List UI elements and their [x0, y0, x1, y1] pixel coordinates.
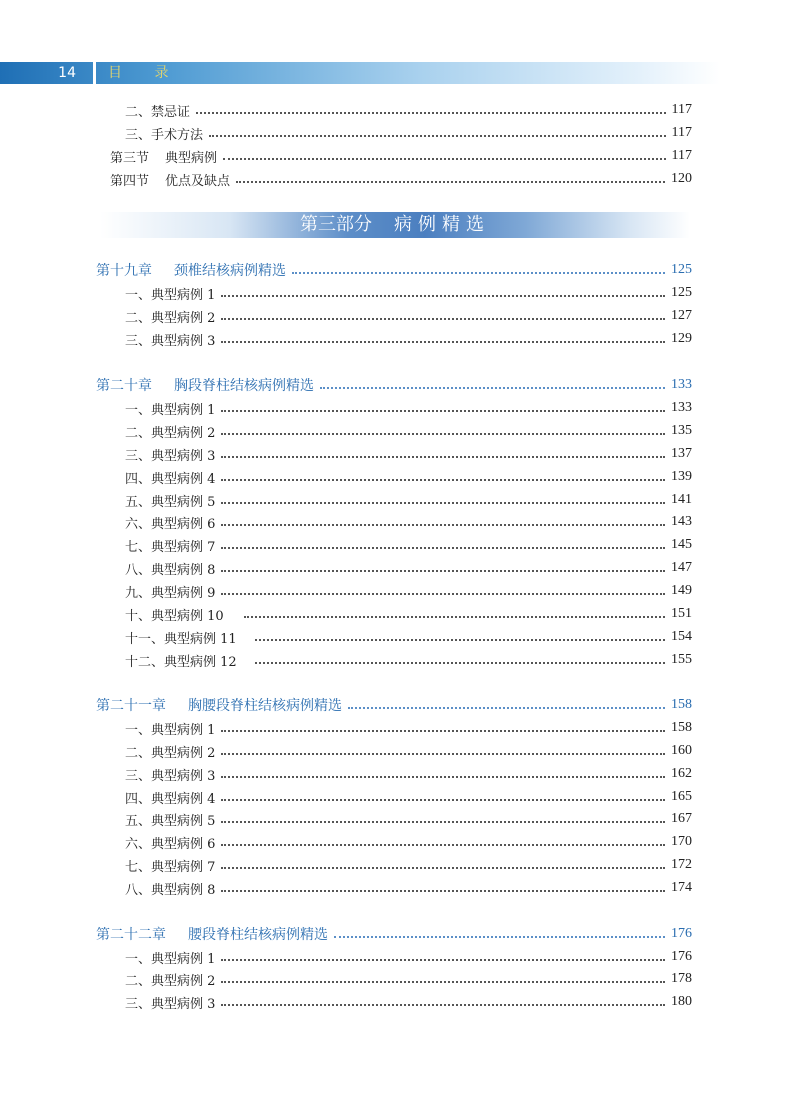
- toc-section-page: 117: [671, 148, 692, 163]
- section-title: 典型病例: [165, 150, 218, 166]
- part-title: [100, 212, 690, 238]
- toc-chapter-label: [96, 375, 314, 395]
- toc-section-label: [110, 147, 217, 166]
- toc-entry[interactable]: [125, 877, 692, 899]
- toc-entry[interactable]: [125, 397, 692, 419]
- toc-entry[interactable]: [125, 580, 692, 602]
- toc-entry[interactable]: [125, 603, 692, 625]
- toc-entry-label: 一、典型病例 1: [125, 287, 216, 303]
- dot-leader: [221, 410, 665, 412]
- dot-leader: [221, 821, 665, 823]
- dot-leader: [221, 295, 665, 297]
- part-number: 第三部分: [300, 214, 372, 235]
- section-number: 第四节: [110, 173, 150, 189]
- toc-entry-page: 155: [671, 652, 692, 667]
- toc-entry[interactable]: [125, 649, 692, 671]
- toc-entry-page: 178: [671, 971, 692, 986]
- toc-entry-label: 四、典型病例 4: [125, 791, 216, 807]
- toc-entry-label: 三、典型病例 3: [125, 448, 216, 464]
- part-name: 病例精选: [394, 214, 490, 235]
- toc-entry[interactable]: [125, 489, 692, 511]
- part-banner: [100, 212, 690, 238]
- toc-entry[interactable]: [125, 328, 692, 350]
- section-title: 优点及缺点: [165, 173, 231, 189]
- toc-section[interactable]: [110, 145, 692, 167]
- dot-leader: [221, 753, 665, 755]
- toc-entry-page: 176: [671, 949, 692, 964]
- dot-leader: [196, 112, 666, 114]
- toc-entry-page: 172: [671, 857, 692, 872]
- toc-chapter-label: [96, 924, 328, 944]
- dot-leader: [221, 341, 665, 343]
- toc-entry-page: 180: [671, 994, 692, 1009]
- dot-leader: [334, 936, 665, 938]
- toc-entry-page: 117: [671, 125, 692, 140]
- dot-leader: [221, 502, 665, 504]
- toc-entry-label: 三、手术方法: [125, 127, 204, 143]
- chapter-title: 颈椎结核病例精选: [174, 263, 286, 279]
- dot-leader: [221, 1004, 665, 1006]
- toc-entry-label: 六、典型病例 6: [125, 836, 216, 852]
- dot-leader: [221, 479, 665, 481]
- toc-section[interactable]: [110, 168, 692, 190]
- dot-leader: [348, 707, 665, 709]
- toc-entry-page: 145: [671, 537, 692, 552]
- toc-entry-page: 170: [671, 834, 692, 849]
- chapter-number: 第二十章: [96, 378, 152, 394]
- toc-entry[interactable]: [125, 511, 692, 533]
- dot-leader: [221, 844, 665, 846]
- page-number: 14: [58, 65, 76, 81]
- toc-entry[interactable]: [125, 968, 692, 990]
- dot-leader: [221, 318, 665, 320]
- toc-entry[interactable]: [125, 443, 692, 465]
- toc-entry-label: 二、典型病例 2: [125, 425, 216, 441]
- toc-entry-label: 七、典型病例 7: [125, 859, 216, 875]
- dot-leader: [221, 981, 665, 983]
- toc-entry-label: 八、典型病例 8: [125, 882, 216, 898]
- toc-entry[interactable]: [125, 626, 692, 648]
- toc-entry-label: 九、典型病例 9: [125, 585, 216, 601]
- dot-leader: [320, 387, 665, 389]
- chapter-number: 第二十二章: [96, 927, 166, 943]
- toc-entry-page: 174: [671, 880, 692, 895]
- toc-entry[interactable]: [125, 991, 692, 1013]
- dot-leader: [221, 890, 665, 892]
- toc-entry-page: 137: [671, 446, 692, 461]
- toc-entry-page: 167: [671, 811, 692, 826]
- page-header: [0, 62, 800, 84]
- toc-entry-page: 135: [671, 423, 692, 438]
- toc-entry-label: 七、典型病例 7: [125, 539, 216, 555]
- toc-entry-page: 149: [671, 583, 692, 598]
- toc-chapter-page: 125: [671, 262, 692, 277]
- dot-leader: [221, 867, 665, 869]
- toc-entry-page: 160: [671, 743, 692, 758]
- toc-chapter[interactable]: [96, 923, 692, 945]
- section-number: 第三节: [110, 150, 150, 166]
- toc-entry-page: 141: [671, 492, 692, 507]
- toc-entry-page: 127: [671, 308, 692, 323]
- toc-entry[interactable]: [125, 420, 692, 442]
- dot-leader: [221, 433, 665, 435]
- toc-entry[interactable]: [125, 99, 692, 121]
- toc-entry[interactable]: [125, 466, 692, 488]
- toc-entry[interactable]: [125, 534, 692, 556]
- chapter-number: 第二十一章: [96, 698, 166, 714]
- toc-entry-label: 二、禁忌证: [125, 104, 191, 120]
- toc-chapter-page: 158: [671, 697, 692, 712]
- dot-leader: [255, 662, 665, 664]
- dot-leader: [221, 959, 665, 961]
- toc-entry-page: 158: [671, 720, 692, 735]
- chapter-number: 第十九章: [96, 263, 152, 279]
- dot-leader: [221, 776, 665, 778]
- chapter-title: 胸腰段脊柱结核病例精选: [188, 698, 342, 714]
- toc-entry-page: 165: [671, 789, 692, 804]
- toc-entry-page: 143: [671, 514, 692, 529]
- toc-entry-label: 三、典型病例 3: [125, 996, 216, 1012]
- toc-entry-page: 147: [671, 560, 692, 575]
- dot-leader: [221, 570, 665, 572]
- toc-entry[interactable]: [125, 717, 692, 739]
- toc-entry-label: 十一、典型病例 11: [125, 631, 237, 647]
- toc-entry-label: 五、典型病例 5: [125, 494, 216, 510]
- toc-entry-label: 二、典型病例 2: [125, 745, 216, 761]
- toc-entry-label: 三、典型病例 3: [125, 333, 216, 349]
- toc-entry[interactable]: [125, 808, 692, 830]
- toc-entry-label: 十、典型病例 10: [125, 608, 224, 624]
- dot-leader: [221, 456, 665, 458]
- dot-leader: [209, 135, 666, 137]
- toc-entry-page: 139: [671, 469, 692, 484]
- chapter-title: 腰段脊柱结核病例精选: [188, 927, 328, 943]
- toc-entry-label: 三、典型病例 3: [125, 768, 216, 784]
- toc-entry[interactable]: [125, 946, 692, 968]
- toc-entry[interactable]: [125, 763, 692, 785]
- toc-entry[interactable]: [125, 740, 692, 762]
- dot-leader: [255, 639, 665, 641]
- toc-entry[interactable]: [125, 854, 692, 876]
- toc-entry-page: 133: [671, 400, 692, 415]
- chapter-title: 胸段脊柱结核病例精选: [174, 378, 314, 394]
- toc-entry-page: 117: [671, 102, 692, 117]
- toc-entry-label: 六、典型病例 6: [125, 516, 216, 532]
- toc-chapter[interactable]: [96, 374, 692, 396]
- toc-chapter[interactable]: [96, 694, 692, 716]
- toc-entry[interactable]: [125, 831, 692, 853]
- toc-entry-label: 一、典型病例 1: [125, 951, 216, 967]
- header-divider: [93, 62, 96, 84]
- toc-entry[interactable]: [125, 282, 692, 304]
- toc-entry[interactable]: [125, 786, 692, 808]
- toc-chapter-page: 133: [671, 377, 692, 392]
- header-title: 目 录: [108, 65, 183, 81]
- toc-entry-label: 二、典型病例 2: [125, 310, 216, 326]
- toc-entry-label: 五、典型病例 5: [125, 813, 216, 829]
- toc-entry-page: 125: [671, 285, 692, 300]
- toc-entry-label: 四、典型病例 4: [125, 471, 216, 487]
- toc-entry-label: 一、典型病例 1: [125, 402, 216, 418]
- dot-leader: [236, 181, 665, 183]
- dot-leader: [221, 524, 665, 526]
- toc-entry-label: 十二、典型病例 12: [125, 654, 237, 670]
- toc-section-label: [110, 170, 230, 189]
- toc-section-page: 120: [671, 171, 692, 186]
- toc-chapter-label: [96, 260, 286, 280]
- dot-leader: [221, 730, 665, 732]
- dot-leader: [221, 547, 665, 549]
- toc-entry-label: 八、典型病例 8: [125, 562, 216, 578]
- toc-entry-label: 二、典型病例 2: [125, 973, 216, 989]
- dot-leader: [221, 593, 665, 595]
- toc-entry[interactable]: [125, 122, 692, 144]
- toc-entry-page: 129: [671, 331, 692, 346]
- toc-entry-page: 154: [671, 629, 692, 644]
- toc-entry-label: 一、典型病例 1: [125, 722, 216, 738]
- toc-entry[interactable]: [125, 557, 692, 579]
- toc-entry[interactable]: [125, 305, 692, 327]
- toc-chapter-page: 176: [671, 926, 692, 941]
- toc-entry-page: 162: [671, 766, 692, 781]
- toc-entry-page: 151: [671, 606, 692, 621]
- dot-leader: [244, 616, 665, 618]
- dot-leader: [223, 158, 665, 160]
- toc-chapter-label: [96, 695, 342, 715]
- dot-leader: [221, 799, 665, 801]
- toc-chapter[interactable]: [96, 259, 692, 281]
- dot-leader: [292, 272, 665, 274]
